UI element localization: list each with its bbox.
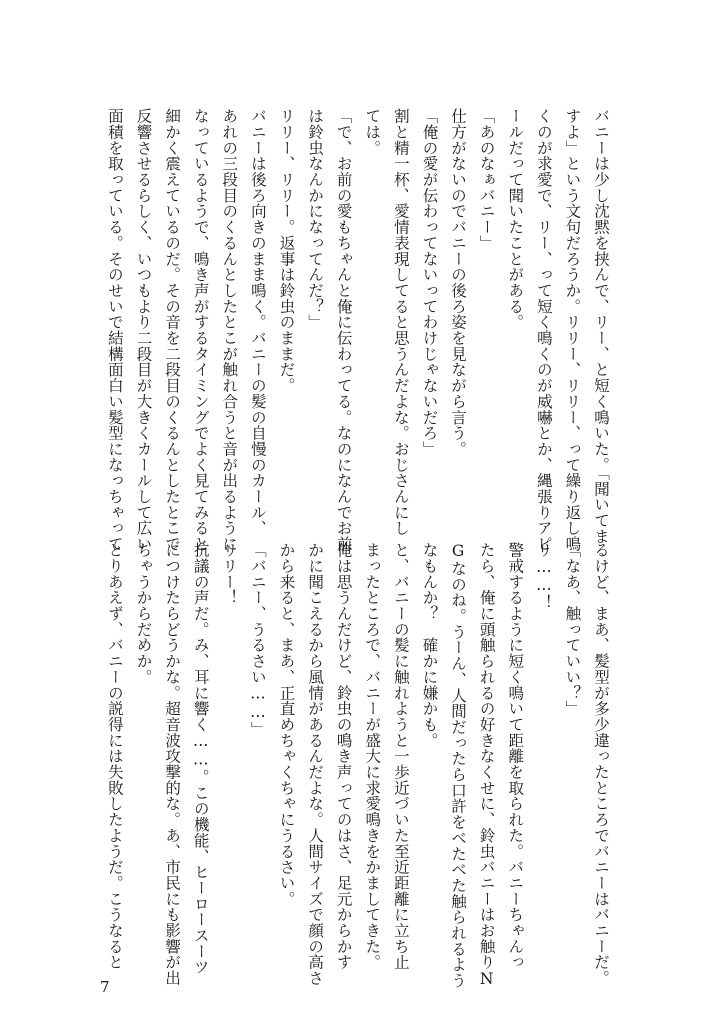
text-line: から来ると、まあ、正直めちゃくちゃにうるさい。 xyxy=(277,542,296,907)
text-line: 俺は思うんだけど、鈴虫の鳴き声ってのはさ、足元からかす xyxy=(334,542,353,970)
text-line: かに聞こえるから風情があるんだよな。人間サイズで顔の高さ xyxy=(306,542,325,986)
text-line: と、バニーの髪に触れようと一歩近づいた至近距離に立ち止 xyxy=(391,542,410,970)
lower-text-block xyxy=(105,542,615,989)
text-line: まったところで、バニーが盛大に求愛鳴きをかましてきた。 xyxy=(363,542,382,970)
page-number: 7 xyxy=(100,978,110,996)
text-line: 「あのなぁバニー」 xyxy=(477,108,496,251)
text-line: 「なあ、触っていい？」 xyxy=(563,542,582,717)
text-line: ールだって聞いたことがある。 xyxy=(506,108,525,330)
text-line: なもんか？ 確かに嫌かも。 xyxy=(420,542,439,749)
text-line: バニーは少し沈黙を挟んで、リー、と短く鳴いた。「聞いてま xyxy=(592,108,610,545)
text-line: 細かく震えているのだ。その音を二段目のくるんとしたとこで xyxy=(163,108,182,552)
text-line: バニーは後ろ向きのまま鳴く。バニーの髪の自慢のカール、 xyxy=(248,108,267,536)
text-line: ちゃうからだめか。 xyxy=(134,542,153,685)
text-line: リ……！ xyxy=(534,542,553,611)
text-line: Gなのね。うーん、人間だったら口許をべたべた触られるよう xyxy=(449,542,468,989)
text-line: 「バニー、うるさい……」 xyxy=(248,542,267,738)
text-line: 「で、お前の愛もちゃんと俺に伝わってる。なのになんでお前 xyxy=(334,108,353,552)
text-line: 反響させるらしく、いつもより二段目が大きくカールして広い xyxy=(134,108,153,552)
text-line: あれの三段目のくるんとしたとこが触れ合うと音が出るように xyxy=(220,108,239,552)
upper-text-block xyxy=(105,108,615,552)
text-line: リリー！ xyxy=(220,542,239,606)
text-line: につけたらどうかな。超音波攻撃的な。あ、市民にも影響が出 xyxy=(163,542,182,986)
text-line: 割と精一杯、愛情表現してると思うんだよな。おじさんにし xyxy=(391,108,410,536)
text-line: たら、俺に頭触られるの好きなくせに、鈴虫バニーはお触りN xyxy=(477,542,496,989)
text-line: るけど、まあ、髪型が多少違ったところでバニーはバニーだ。 xyxy=(592,542,610,986)
text-line: 「俺の愛が伝わってないってわけじゃないだろ」 xyxy=(420,108,439,457)
text-line: ては。 xyxy=(363,108,382,156)
text-line: 面積を取っている。そのせいで結構面白い髪型になっちゃって xyxy=(105,108,124,552)
text-line: 警戒するように短く鳴いて距離を取られた。バニーちゃんっ xyxy=(506,542,525,970)
text-line: 仕方がないのでバニーの後ろ姿を見ながら言う。 xyxy=(449,108,468,457)
text-line: なっているようで、鳴き声がするタイミングでよく見てみると xyxy=(191,108,210,552)
text-line: リリー、リリー。返事は鈴虫のままだ。 xyxy=(277,108,296,394)
text-line: くのが求愛で、リー、って短く鳴くのが威嚇とか、縄張りアピ xyxy=(534,108,553,552)
text-line: すよ」という文句だろうか。リリー、リリー、って繰り返し鳴 xyxy=(563,108,582,552)
text-line: 抗議の声だ。み、耳に響く……。この機能、ヒーロースーツ xyxy=(191,542,210,975)
text-line: は鈴虫なんかになってんだ？」 xyxy=(306,108,325,330)
text-line: とりあえず、バニーの説得には失敗したようだ。こうなると xyxy=(105,542,124,970)
